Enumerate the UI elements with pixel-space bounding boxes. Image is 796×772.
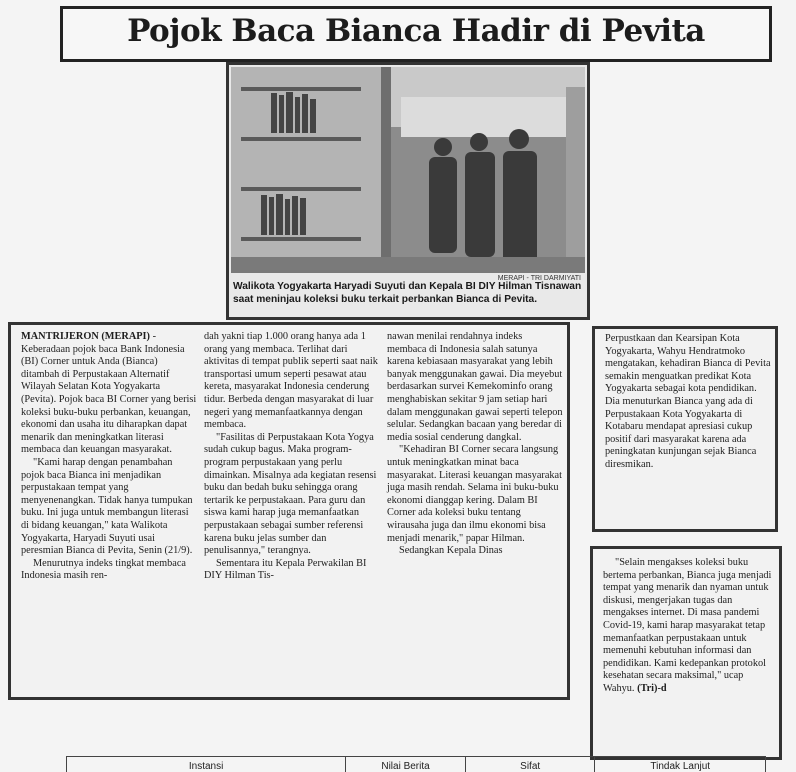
article-column-1 xyxy=(21,331,197,583)
photo-box xyxy=(226,62,590,320)
article-paragraph: "Kehadiran BI Corner secara langsung untuk meningkatkan minat baca masyarakat. Literasi keuangan masyarakat juga masih rendah. Selama ini buku-buku ekonomi dianggap kering. Dalam BI Corner ada koleksi buku tentang wirausaha juga dan ilmu ekonomi bisa menjadi menarik," papar Hilman. xyxy=(387,444,562,544)
article-paragraph: "Kami harap dengan penambahan pojok baca Bianca ini menjadikan perpustakaan tempat yang menyenenangkan. Tidak hanya tumpukan buku. Ini juga untuk membangun literasi di bidang keuangan," kata Walikota Yogyakarta, Haryadi Suyuti usai peresmian Bianca di Pevita, Senin (21/9). xyxy=(21,456,193,557)
footer-cell-nilai-berita: Nilai Berita xyxy=(346,757,466,772)
article-column-3 xyxy=(387,331,563,558)
footer-cell-tindak-lanjut: Tindak Lanjut xyxy=(650,761,711,772)
continuation-box-2 xyxy=(590,546,782,760)
continuation-box-1 xyxy=(592,326,778,532)
photo xyxy=(231,67,585,273)
article-column-2 xyxy=(204,331,380,583)
article-paragraph: MANTRIJERON (MERAPI) - Keberadaan pojok baca Bank Indonesia (BI) Corner untuk Anda (Bianca) ditambah di Perpustakaan Alternatif Wilayah Selatan Kota Yogyakarta (Pevita). Pojok baca BI Corner yang berisi koleksi buku-buku perbankan, keuangan, ekonomi dan usaha itu diharapkan dapat menarik dan meningkatkan literasi membaca dan keuangan masyarakat. xyxy=(21,331,197,456)
article-paragraph: "Selain mengakses koleksi buku bertema perbankan, Bianca juga menjadi tempat yang menarik dan nyaman untuk diskusi, mengerjakan tugas dan mengakses internet. Di masa pandemi Covid-19, kami harap masyarakat tetap memanfaatkan perpustakaan untuk memenuhi kebutuhan informasi dan pendidikan. Kami kedepankan protokol kesehatan secara maksimal," ucap Wahyu. (Tri)-d xyxy=(603,557,772,694)
continuation-text-2 xyxy=(603,557,775,696)
article-dateline: MANTRIJERON (MERAPI) xyxy=(21,331,150,342)
footer-cell-instansi: Instansi xyxy=(67,757,346,772)
article-paragraph: nawan menilai rendahnya indeks membaca di Indonesia salah satunya karena kebiasaan masyarakat yang lebih banyak menggunakan gawai. Dia meyebut berdasarkan survei Kemekominfo orang menghabiskan sekitar 9 jam setiap hari dalam menggunakan gawai seperti telepon selular. Sedangkan bacaan yang beredar di media sosial cenderung dangkal. xyxy=(387,331,563,443)
continuation-text-1 xyxy=(605,333,773,472)
article-paragraph: Sementara itu Kepala Perwakilan BI DIY Hilman Tis- xyxy=(204,557,367,582)
headline: Pojok Baca Bianca Hadir di Pevita xyxy=(127,13,705,49)
article-paragraph: Menurutnya indeks tingkat membaca Indonesia masih ren- xyxy=(21,557,186,582)
library-photo-illustration xyxy=(231,67,585,273)
article-paragraph: Sedangkan Kepala Dinas xyxy=(399,545,503,557)
article-paragraph: Perpustkaan dan Kearsipan Kota Yogyakarta, Wahyu Hendratmoko mengatakan, kehadiran Bianca di Pevita semakin menguatkan predikat Kota Yogyakarta sebagai kota pendidikan. Dia menuturkan Bianca yang ada di Perpustakaan Kota Yogyakarta di Kotabaru mendapat apresiasi cukup positif dari masyarakat karena ada peningkatan kunjungan sejak Bianca diresmikan. xyxy=(605,333,771,470)
clipping-footer-table xyxy=(66,756,766,772)
article-box xyxy=(8,322,570,700)
photo-credit: MERAPI - TRI DARMIYATI xyxy=(497,275,581,282)
article-paragraph: "Fasilitas di Perpustakaan Kota Yogya sudah cukup bagus. Maka program-program perpustakaan yang perlu dimainkan. Misalnya ada kegiatan resensi buku dan bedah buku sehingga orang tertarik ke perpustakaan. Para guru dan siswa kami harap juga memanfaatkan perpustakaan sebagai sumber referensi karena buku jelas sumber dan penulisannya," terangnya. xyxy=(204,431,377,557)
headline-box xyxy=(60,6,772,62)
footer-cell-sifat: Sifat xyxy=(466,757,596,772)
article-paragraph: dah yakni tiap 1.000 orang hanya ada 1 orang yang membaca. Terlihat dari aktivitas di tempat publik seperti saat naik transportasi umum seperti pesawat atau kereta, masyarakat Indonesia cenderung tidur. Berbeda dengan masyarakat di luar negeri yang memanfaatkannya dengan membaca. xyxy=(204,331,378,431)
photo-caption: Walikota Yogyakarta Haryadi Suyuti dan Kepala BI DIY Hilman Tisnawan saat meninjau koleksi buku terkait perbankan Bianca di Pevita. xyxy=(233,281,582,305)
author-signoff: (Tri)-d xyxy=(637,682,667,694)
